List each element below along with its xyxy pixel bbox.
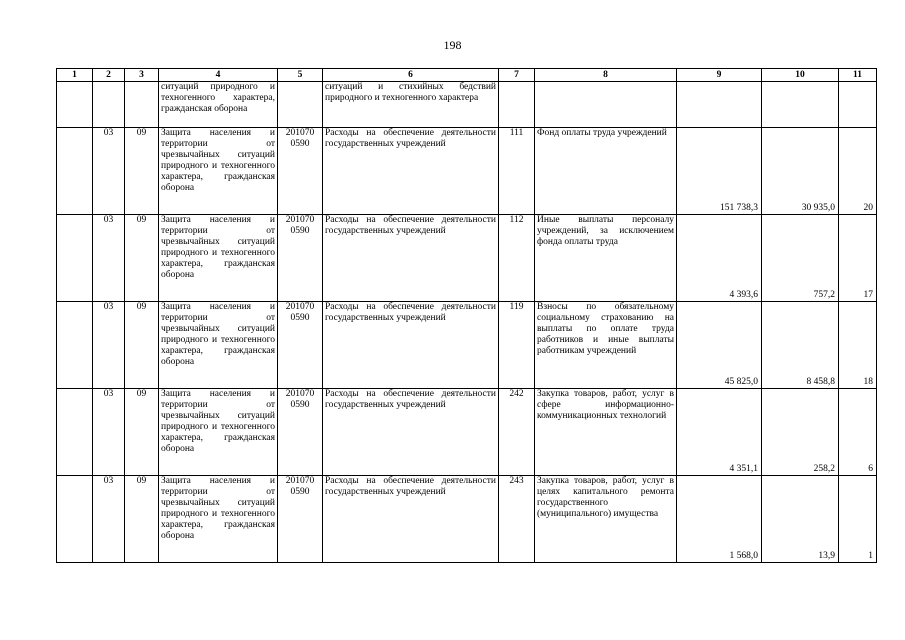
cell-col11: 1 xyxy=(839,476,877,563)
cell-section: 03 xyxy=(93,302,125,389)
cell-target-code: 201070 0590 xyxy=(278,128,323,215)
cell-expense-type-name: Закупка товаров, работ, услуг в целях капитального ремонта государственного (муниципального) имущества xyxy=(535,476,677,563)
cell-amount-2: 258,2 xyxy=(762,389,839,476)
cell-expense-type-name: Иные выплаты персоналу учреждений, за исключением фонда оплаты труда xyxy=(535,215,677,302)
continuation-row xyxy=(57,82,877,128)
table-row xyxy=(57,389,877,476)
column-header: 1 xyxy=(57,69,93,82)
column-header: 6 xyxy=(323,69,499,82)
cell-section-name: Защита населения и территории от чрезвычайных ситуаций природного и техногенного характера, гражданская оборона xyxy=(159,302,278,389)
cell-col11: 20 xyxy=(839,128,877,215)
column-header: 2 xyxy=(93,69,125,82)
cell-amount: 45 825,0 xyxy=(677,302,762,389)
cell-section-name: Защита населения и территории от чрезвычайных ситуаций природного и техногенного характера, гражданская оборона xyxy=(159,215,278,302)
column-header: 3 xyxy=(125,69,159,82)
cell-section-name: Защита населения и территории от чрезвычайных ситуаций природного и техногенного характера, гражданская оборона xyxy=(159,389,278,476)
cell-target-code: 201070 0590 xyxy=(278,389,323,476)
cell-subsection: 09 xyxy=(125,215,159,302)
column-header: 4 xyxy=(159,69,278,82)
cell-col1 xyxy=(57,476,93,563)
header-row xyxy=(57,69,877,82)
cell-expense-name: Расходы на обеспечение деятельности государственных учреждений xyxy=(323,128,499,215)
cell-col1 xyxy=(57,302,93,389)
cell-amount-2: 757,2 xyxy=(762,215,839,302)
cell-section: 03 xyxy=(93,128,125,215)
cell-col1 xyxy=(57,215,93,302)
budget-table xyxy=(56,68,877,563)
cell-section-name: Защита населения и территории от чрезвычайных ситуаций природного и техногенного характера, гражданская оборона xyxy=(159,128,278,215)
cell-col1 xyxy=(57,389,93,476)
cell-section-name: ситуаций природного и техногенного характера, гражданская оборона xyxy=(159,82,278,128)
cell-col1 xyxy=(57,128,93,215)
cell-subsection: 09 xyxy=(125,476,159,563)
cell-expense-type: 112 xyxy=(499,215,535,302)
cell-subsection: 09 xyxy=(125,302,159,389)
cell-expense-type-name: Фонд оплаты труда учреждений xyxy=(535,128,677,215)
column-header: 10 xyxy=(762,69,839,82)
cell-expense-name: Расходы на обеспечение деятельности государственных учреждений xyxy=(323,215,499,302)
cell-expense-name: ситуаций и стихийных бедствий природного и техногенного характера xyxy=(323,82,499,128)
cell-amount-2: 30 935,0 xyxy=(762,128,839,215)
cell-expense-type: 111 xyxy=(499,128,535,215)
cell-expense-name: Расходы на обеспечение деятельности государственных учреждений xyxy=(323,302,499,389)
cell-col11: 17 xyxy=(839,215,877,302)
cell-amount: 151 738,3 xyxy=(677,128,762,215)
cell-amount: 4 351,1 xyxy=(677,389,762,476)
cell-expense-type-name: Взносы по обязательному социальному страхованию на выплаты по оплате труда работников и иные выплаты работникам учреждений xyxy=(535,302,677,389)
cell-expense-type-name: Закупка товаров, работ, услуг в сфере информационно-коммуникационных технологий xyxy=(535,389,677,476)
cell-subsection: 09 xyxy=(125,389,159,476)
cell-expense-name: Расходы на обеспечение деятельности государственных учреждений xyxy=(323,389,499,476)
cell-expense-name: Расходы на обеспечение деятельности государственных учреждений xyxy=(323,476,499,563)
cell-amount: 4 393,6 xyxy=(677,215,762,302)
cell-expense-type: 119 xyxy=(499,302,535,389)
cell-section-name: Защита населения и территории от чрезвычайных ситуаций природного и техногенного характера, гражданская оборона xyxy=(159,476,278,563)
cell-col11: 18 xyxy=(839,302,877,389)
cell-target-code: 201070 0590 xyxy=(278,302,323,389)
column-header: 11 xyxy=(839,69,877,82)
column-header: 7 xyxy=(499,69,535,82)
page-number: 198 xyxy=(443,38,462,52)
column-header: 8 xyxy=(535,69,677,82)
cell-amount-2: 13,9 xyxy=(762,476,839,563)
cell-section: 03 xyxy=(93,389,125,476)
cell-subsection: 09 xyxy=(125,128,159,215)
cell-expense-type: 243 xyxy=(499,476,535,563)
cell-section: 03 xyxy=(93,215,125,302)
table-row xyxy=(57,215,877,302)
column-header: 9 xyxy=(677,69,762,82)
cell-amount-2: 8 458,8 xyxy=(762,302,839,389)
cell-target-code: 201070 0590 xyxy=(278,215,323,302)
cell-expense-type: 242 xyxy=(499,389,535,476)
cell-target-code: 201070 0590 xyxy=(278,476,323,563)
table-row xyxy=(57,302,877,389)
cell-amount: 1 568,0 xyxy=(677,476,762,563)
cell-col11: 6 xyxy=(839,389,877,476)
table-row xyxy=(57,476,877,563)
cell-section: 03 xyxy=(93,476,125,563)
table-row xyxy=(57,128,877,215)
column-header: 5 xyxy=(278,69,323,82)
